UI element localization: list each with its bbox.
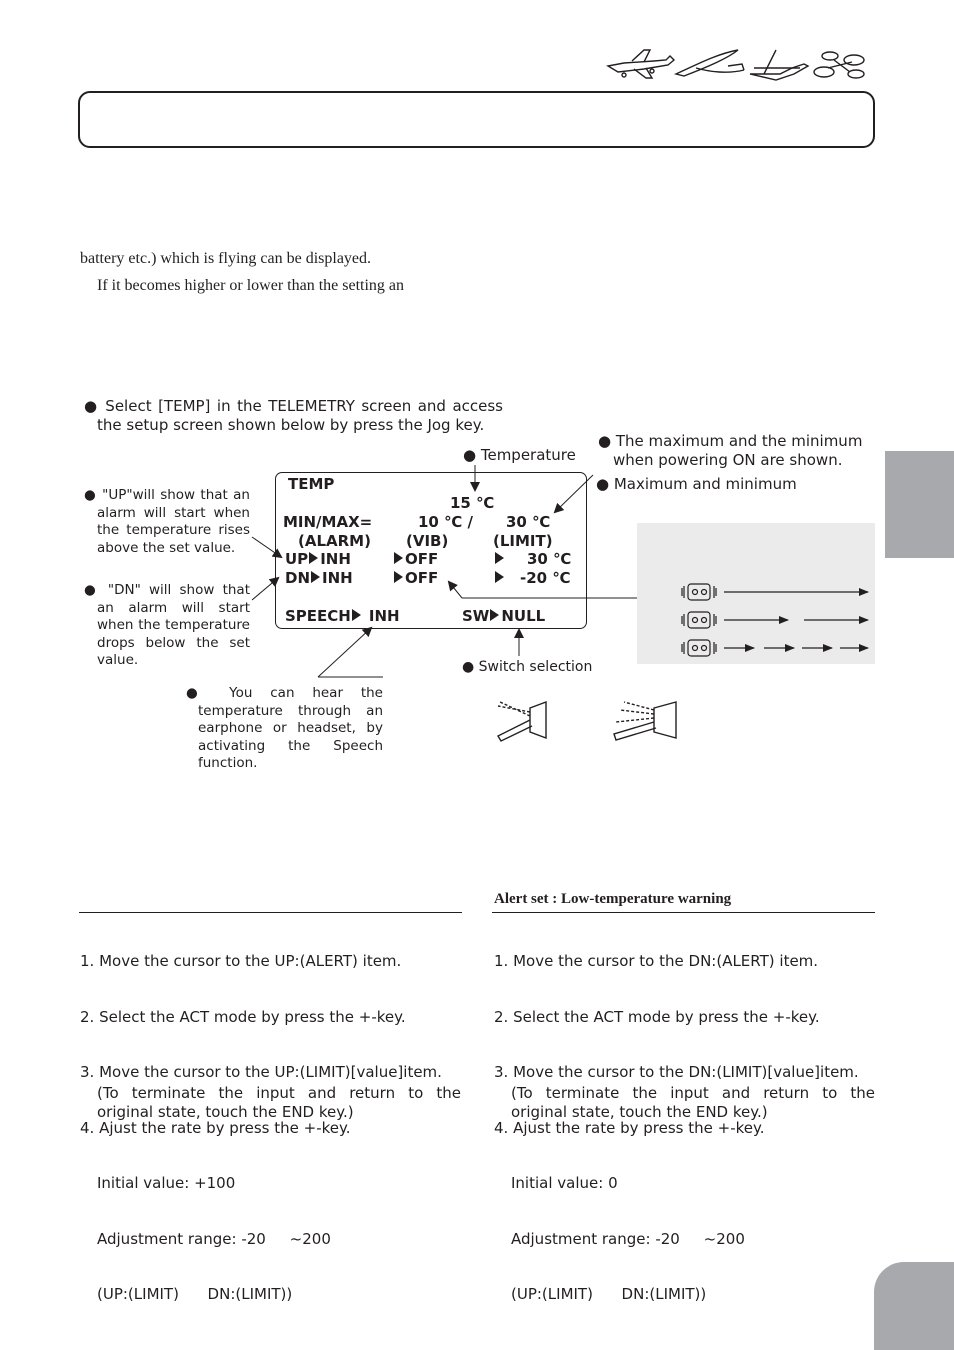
transmitter-icon [682, 612, 716, 628]
lcd-up-label: UP [285, 550, 309, 568]
speech-note: ● You can hear the temperature through an earphone or headset, by activating the Speech function. [186, 685, 383, 771]
page-number-tab [874, 1262, 954, 1350]
right-terminate-note: (To terminate the input and return to the original state, touch the END key.) [511, 1084, 875, 1121]
switch-selection-callout: ● Switch selection [462, 659, 593, 675]
lcd-col-alarm: (ALARM) [298, 532, 371, 550]
lcd-dn-label: DN [285, 569, 311, 587]
left-step-4: 4. Ajust the rate by press the +-key. [80, 1118, 351, 1137]
left-section-rule [79, 912, 462, 913]
right-range: Adjustment range: -20 ~200 [511, 1229, 745, 1248]
right-range-note: (UP:(LIMIT) DN:(LIMIT)) [511, 1285, 707, 1303]
right-step-3: 3. Move the cursor to the DN:(LIMIT)[value]item. [494, 1063, 859, 1081]
lcd-sw-label: SW [462, 607, 490, 625]
left-step-3: 3. Move the cursor to the UP:(LIMIT)[value]item. [80, 1063, 442, 1081]
lcd-col-limit: (LIMIT) [493, 532, 553, 550]
switch-icon [614, 702, 676, 740]
lcd-sw-value[interactable]: NULL [501, 607, 546, 625]
up-note: ● "UP"will show that an alarm will start when the temperature rises above the set value. [84, 487, 250, 556]
switch-illustrations [492, 698, 682, 744]
left-terminate-note: (To terminate the input and return to the original state, touch the END key.) [97, 1084, 461, 1121]
left-range: Adjustment range: -20 ~200 [97, 1229, 331, 1248]
transmitter-icon [682, 584, 716, 600]
vibration-patterns [680, 578, 872, 662]
left-step-2: 2. Select the ACT mode by press the +-key. [80, 1007, 406, 1026]
lcd-speech-label: SPEECH [285, 607, 351, 625]
lcd-dn-alarm[interactable]: INH [322, 569, 353, 587]
right-section-rule [492, 912, 875, 913]
lcd-min-value[interactable]: 10 ℃ / [418, 513, 473, 531]
lcd-up-alarm[interactable]: INH [320, 550, 351, 568]
lcd-dn-limit[interactable]: -20 ℃ [520, 569, 571, 587]
right-section-heading: Alert set : Low-temperature warning [494, 891, 732, 907]
dn-note: ● "DN" will show that an alarm will start when the temperature drops below the set value. [84, 582, 250, 668]
instruction-text: ● Select [TEMP] in the TELEMETRY screen and access the setup screen shown below by press the Jog key. [84, 397, 503, 434]
right-step-4: 4. Ajust the rate by press the +-key. [494, 1118, 765, 1137]
left-step-1: 1. Move the cursor to the UP:(ALERT) item. [80, 952, 402, 970]
intro-line-2: If it becomes higher or lower than the setting an [97, 277, 405, 294]
left-range-note: (UP:(LIMIT) DN:(LIMIT)) [97, 1285, 293, 1303]
lcd-speech-value[interactable]: INH [368, 607, 400, 625]
lcd-max-value[interactable]: 30 ℃ [506, 513, 551, 531]
left-initial: Initial value: +100 [97, 1174, 236, 1192]
right-step-1: 1. Move the cursor to the DN:(ALERT) item. [494, 952, 819, 970]
temperature-callout: ● Temperature [463, 446, 576, 464]
intro-line-1: battery etc.) which is flying can be displayed. [80, 250, 372, 267]
lcd-minmax-label: MIN/MAX= [283, 513, 373, 531]
max-min-callout: ● Maximum and minimum [596, 475, 797, 493]
lcd-dn-vib[interactable]: OFF [405, 569, 439, 587]
switch-icon [498, 702, 546, 741]
lcd-col-vib: (VIB) [406, 532, 449, 550]
max-min-on-callout: ● The maximum and the minimum when powering ON are shown. [598, 432, 863, 469]
right-initial: Initial value: 0 [511, 1174, 618, 1192]
lcd-up-vib[interactable]: OFF [405, 550, 439, 568]
right-step-2: 2. Select the ACT mode by press the +-key. [494, 1007, 820, 1026]
transmitter-icon [682, 640, 716, 656]
lcd-up-limit[interactable]: 30 ℃ [527, 550, 572, 568]
lcd-title: TEMP [288, 475, 335, 493]
lcd-temp-value: 15 ℃ [450, 494, 495, 512]
